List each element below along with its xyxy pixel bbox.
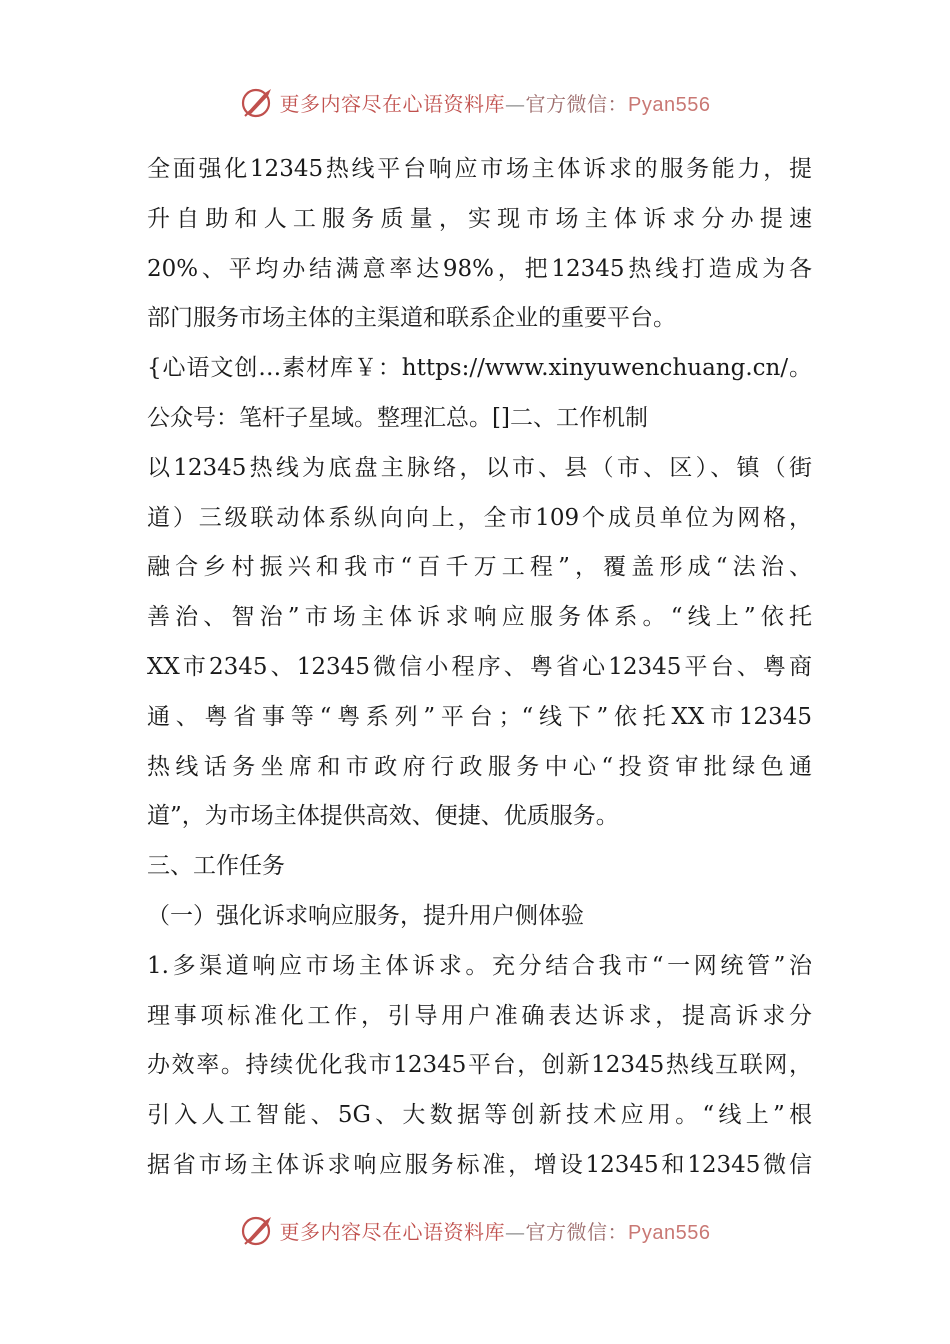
text-line: 理事项标准化工作，引导用户准确表达诉求，提高诉求分 (147, 1002, 812, 1029)
banner-official: 官方微信： (525, 1219, 629, 1244)
document-body (147, 145, 812, 1191)
text-line: 引入人工智能、5G、大数据等创新技术应用。“线上”根 (147, 1102, 812, 1129)
pen-logo-icon (240, 84, 276, 120)
footer-banner (0, 1210, 950, 1250)
text-line: 热线话务坐席和市政府行政服务中心“投资审批绿色通 (147, 753, 812, 780)
text-line: 道”，为市场主体提供高效、便捷、优质服务。 (147, 803, 619, 830)
text-line: 三、工作任务 (147, 853, 285, 880)
banner-text (280, 88, 711, 117)
banner-dash: — (505, 1219, 526, 1244)
header-banner (0, 82, 950, 122)
text-line: 公众号：笔杆子星域。整理汇总。[]二、工作机制 (147, 404, 648, 431)
text-line: 融合乡村振兴和我市“百千万工程”，覆盖形成“法治、 (147, 554, 812, 581)
banner-dash: — (505, 91, 526, 116)
text-line: 部门服务市场主体的主渠道和联系企业的重要平台。 (147, 305, 676, 332)
text-line: 办效率。持续优化我市12345平台，创新12345热线互联网， (147, 1052, 812, 1079)
banner-text (280, 1216, 711, 1245)
text-line: （一）强化诉求响应服务，提升用户侧体验 (147, 902, 584, 929)
text-line: 道）三级联动体系纵向向上，全市109个成员单位为网格， (147, 504, 812, 531)
text-line: 善治、智治”市场主体诉求响应服务体系。“线上”依托 (147, 604, 812, 631)
text-line: 20%、平均办结满意率达98%，把12345热线打造成为各 (147, 255, 812, 282)
text-line: {心语文创…素材库￥：https://www.xinyuwenchuang.cn/。 (147, 355, 812, 382)
text-line: 升自助和人工服务质量，实现市场主体诉求分办提速 (147, 205, 812, 232)
text-line: XX市2345、12345微信小程序、粤省心12345平台、粤商 (147, 653, 812, 680)
banner-official: 官方微信： (525, 91, 629, 116)
pen-logo-icon (240, 1212, 276, 1248)
text-line: 通、粤省事等“粤系列”平台；“线下”依托XX市12345 (147, 703, 812, 730)
text-line: 据省市场主体诉求响应服务标准，增设12345和12345微信 (147, 1151, 812, 1178)
banner-prefix: 更多内容尽在心语资料库 (279, 91, 506, 116)
banner-wechat-id: Pyan556 (628, 93, 711, 116)
banner-wechat-id: Pyan556 (628, 1221, 711, 1244)
text-line: 1.多渠道响应市场主体诉求。充分结合我市“一网统管”治 (147, 952, 812, 979)
text-line: 全面强化12345热线平台响应市场主体诉求的服务能力，提 (147, 156, 812, 182)
text-line: 以12345热线为底盘主脉络，以市、县（市、区）、镇（街 (147, 454, 812, 481)
banner-prefix: 更多内容尽在心语资料库 (279, 1219, 506, 1244)
